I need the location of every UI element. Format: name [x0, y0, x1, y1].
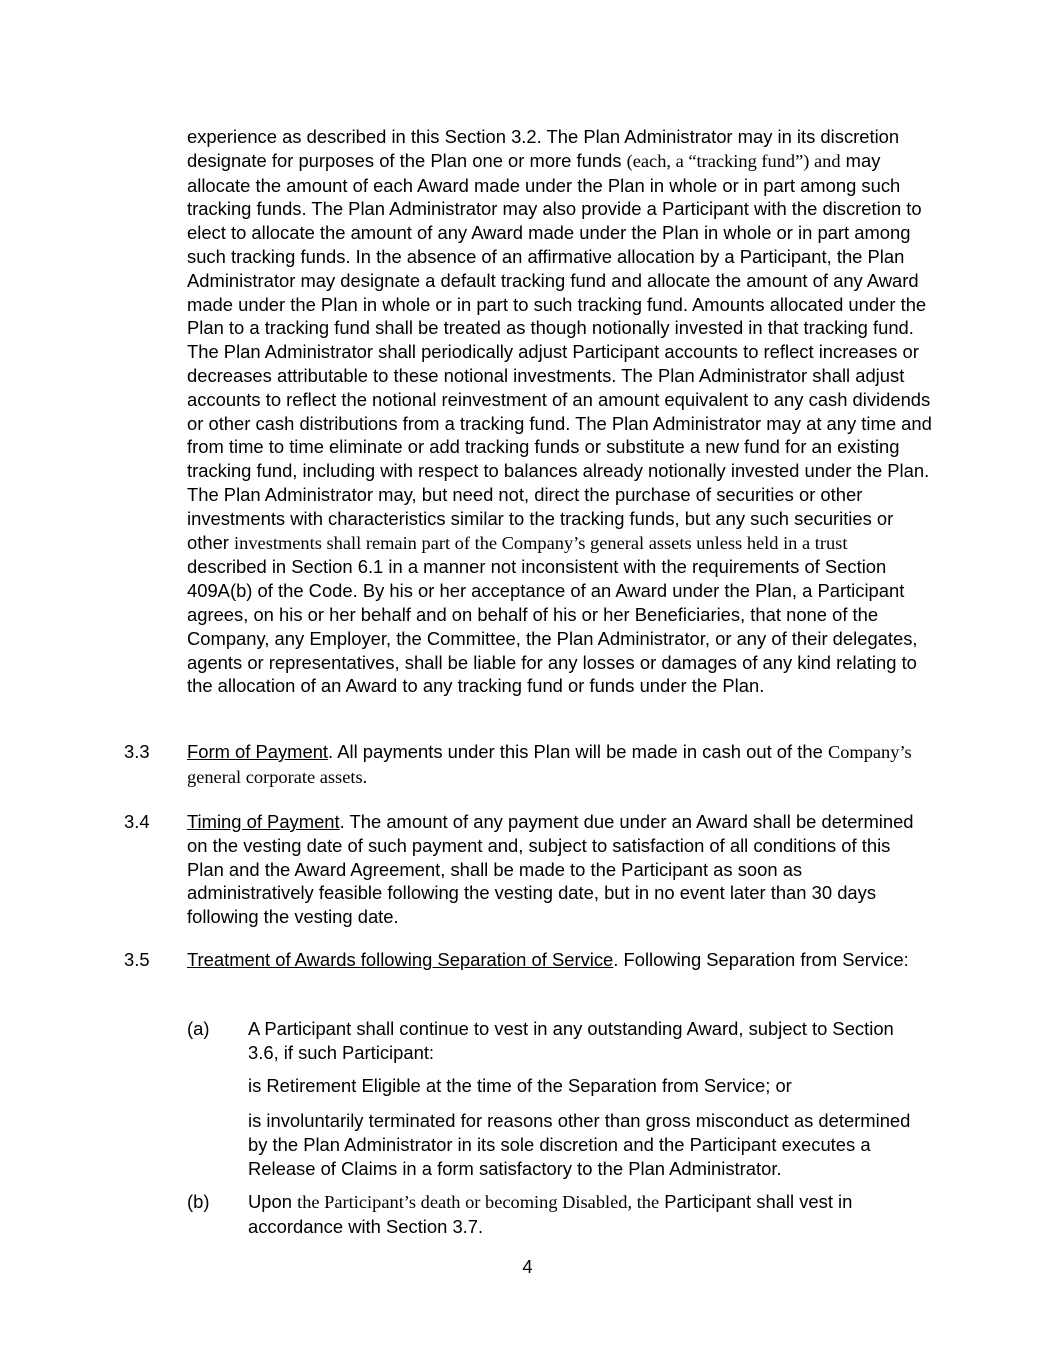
subsection-a-item-2: is involuntarily terminated for reasons other than gross misconduct as determined by the Plan Administrator in its sole discretion and the Participant executes a Release of Claims in a form satisfactory to the Plan Administrator.: [248, 1110, 911, 1179]
subsection-label: (b): [187, 1191, 210, 1212]
subsection-label: (a): [187, 1018, 210, 1039]
section-heading: Timing of Payment: [187, 811, 340, 832]
page-number: 4: [522, 1256, 533, 1277]
subsection-text: Upon the Participant’s death or becoming Disabled, the Participant shall vest in accordance with Section 3.7.: [248, 1191, 853, 1237]
tracking-fund-paragraph: experience as described in this Section 3.2. The Plan Administrator may in its discretion designate for purposes of the Plan one or more funds (each, a “tracking fund”) and may allocate the amount of each Award made under the Plan in whole or in part among such tracking funds. The Plan Administrator may also provide a Participant with the discretion to elect to allocate the amount of any Award made under the Plan in whole or in part among such tracking funds. In the absence of an affirmative allocation by a Participant, the Plan Administrator may designate a default tracking fund and allocate the amount of any Award made under the Plan in whole or in part to such tracking fund. Amounts allocated under the Plan to a tracking fund shall be treated as though notionally invested in that tracking fund. The Plan Administrator shall periodically adjust Participant accounts to reflect increases or decreases attributable to these notional investments. The Plan Administrator shall adjust accounts to reflect the notional reinvestment of an amount equivalent to any cash dividends or other cash distributions from a tracking fund. The Plan Administrator may at any time and from time to time eliminate or add tracking funds or substitute a new fund for an existing tracking fund, including with respect to balances already notionally invested under the Plan. The Plan Administrator may, but need not, direct the purchase of securities or other investments with characteristics similar to the tracking funds, but any such securities or other investments shall remain part of the Company’s general assets unless held in a trust described in Section 6.1 in a manner not inconsistent with the requirements of Section 409A(b) of the Code. By his or her acceptance of an Award under the Plan, a Participant agrees, on his or her behalf and on behalf of his or her Beneficiaries, that none of the Company, any Employer, the Committee, the Plan Administrator, or any of their delegates, agents or representatives, shall be liable for any losses or damages of any kind relating to the allocation of an Award to any tracking fund or funds under the Plan.: [187, 126, 932, 697]
subsection-text: A Participant shall continue to vest in any outstanding Award, subject to Section 3.6, if such Participant:: [248, 1018, 894, 1063]
section-body: Timing of Payment. The amount of any payment due under an Award shall be determined on the vesting date of such payment and, subject to satisfaction of all conditions of this Plan and the Award Agreement, shall be made to the Participant as soon as administratively feasible following the vesting date, but in no event later than 30 days following the vesting date.: [187, 811, 914, 928]
section-heading: Treatment of Awards following Separation of Service: [187, 949, 614, 970]
section-number: 3.4: [124, 811, 150, 832]
section-body: Form of Payment. All payments under this Plan will be made in cash out of the Company’s general corporate assets.: [187, 741, 912, 787]
subsection-a-item-1: is Retirement Eligible at the time of the Separation from Service; or: [248, 1075, 792, 1096]
section-number: 3.3: [124, 741, 150, 762]
section-heading: Form of Payment: [187, 741, 329, 762]
section-body: Treatment of Awards following Separation of Service. Following Separation from Service:: [187, 949, 909, 970]
section-number: 3.5: [124, 949, 150, 970]
